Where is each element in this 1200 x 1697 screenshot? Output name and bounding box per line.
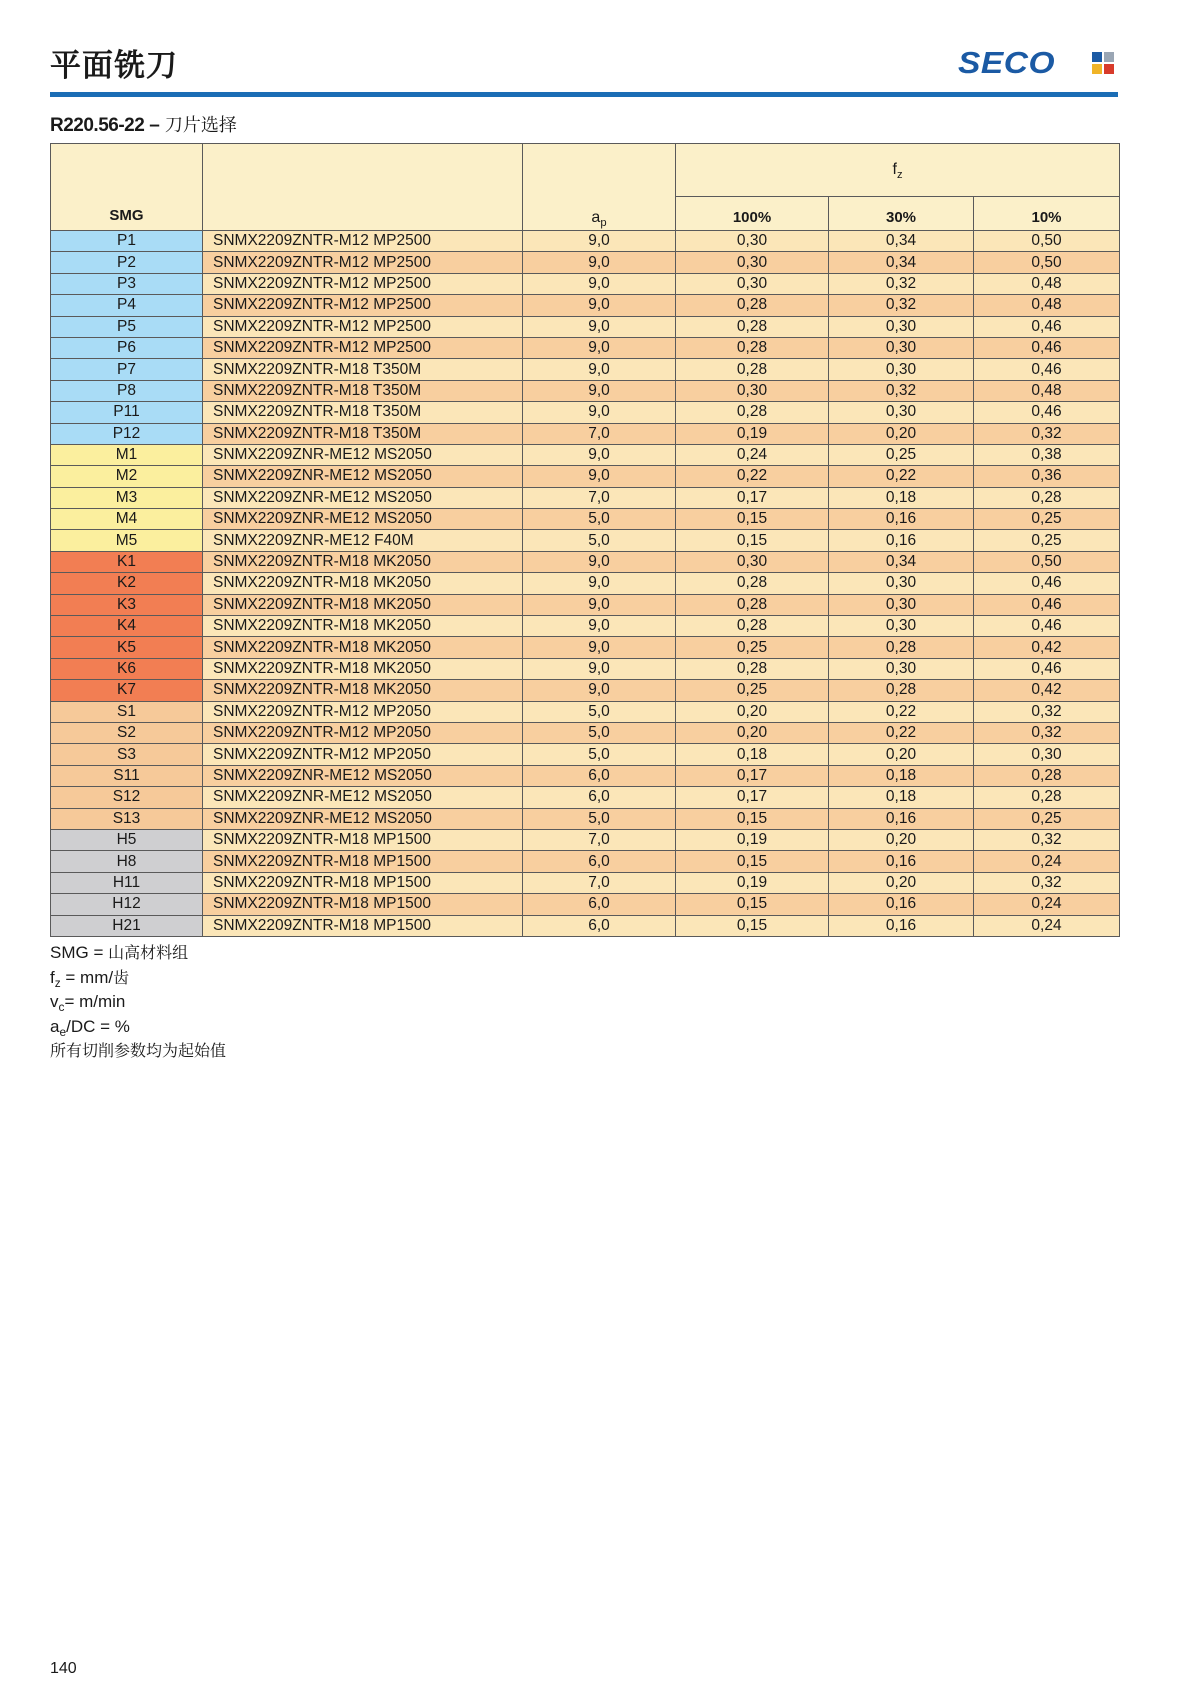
fz-100-cell: 0,20	[676, 701, 829, 722]
ap-cell: 9,0	[523, 231, 676, 252]
header-rule	[50, 92, 1118, 97]
ap-cell: 7,0	[523, 487, 676, 508]
fz-100-cell: 0,30	[676, 551, 829, 572]
fz-30-cell: 0,16	[829, 530, 974, 551]
table-row	[51, 616, 1120, 637]
column-header-ap: $a_p$	[523, 144, 676, 231]
ap-cell: 9,0	[523, 380, 676, 401]
ap-cell: 9,0	[523, 658, 676, 679]
table-row	[51, 894, 1120, 915]
smg-cell: K3	[51, 594, 203, 615]
smg-cell: P12	[51, 423, 203, 444]
insert-cell: SNMX2209ZNR-ME12 MS2050	[203, 487, 523, 508]
insert-cell: SNMX2209ZNTR-M18 MP1500	[203, 829, 523, 850]
insert-cell: SNMX2209ZNTR-M18 MK2050	[203, 551, 523, 572]
table-row	[51, 744, 1120, 765]
ap-cell: 9,0	[523, 466, 676, 487]
fz-100-cell: 0,15	[676, 851, 829, 872]
fz-10-cell: 0,46	[974, 616, 1120, 637]
fz-30-cell: 0,30	[829, 658, 974, 679]
smg-cell: S11	[51, 765, 203, 786]
fz-10-cell: 0,32	[974, 423, 1120, 444]
insert-cell: SNMX2209ZNTR-M18 MK2050	[203, 637, 523, 658]
table-row	[51, 252, 1120, 273]
fz-10-cell: 0,46	[974, 316, 1120, 337]
ap-cell: 9,0	[523, 551, 676, 572]
fz-10-cell: 0,32	[974, 701, 1120, 722]
insert-cell: SNMX2209ZNR-ME12 MS2050	[203, 765, 523, 786]
fz-10-cell: 0,32	[974, 872, 1120, 893]
smg-cell: P1	[51, 231, 203, 252]
insert-cell: SNMX2209ZNR-ME12 MS2050	[203, 444, 523, 465]
insert-cell: SNMX2209ZNTR-M12 MP2050	[203, 722, 523, 743]
legend-smg: SMG = 山高材料组	[50, 943, 189, 962]
smg-cell: H11	[51, 872, 203, 893]
ap-cell: 9,0	[523, 637, 676, 658]
fz-10-cell: 0,48	[974, 295, 1120, 316]
fz-100-cell: 0,28	[676, 573, 829, 594]
table-row	[51, 594, 1120, 615]
insert-cell: SNMX2209ZNTR-M18 MK2050	[203, 658, 523, 679]
fz-30-cell: 0,18	[829, 787, 974, 808]
ap-cell: 9,0	[523, 359, 676, 380]
fz-30-cell: 0,28	[829, 680, 974, 701]
ap-cell: 6,0	[523, 915, 676, 936]
smg-cell: K1	[51, 551, 203, 572]
fz-10-cell: 0,46	[974, 402, 1120, 423]
fz-100-cell: 0,28	[676, 337, 829, 358]
fz-10-cell: 0,30	[974, 744, 1120, 765]
fz-100-cell: 0,30	[676, 231, 829, 252]
logo-mark-icon	[1092, 52, 1114, 74]
smg-cell: M2	[51, 466, 203, 487]
table-row	[51, 722, 1120, 743]
smg-cell: H8	[51, 851, 203, 872]
smg-cell: P11	[51, 402, 203, 423]
fz-10-cell: 0,24	[974, 894, 1120, 915]
ap-cell: 9,0	[523, 337, 676, 358]
fz-100-cell: 0,30	[676, 380, 829, 401]
seco-logo	[958, 46, 1118, 80]
insert-cell: SNMX2209ZNTR-M12 MP2500	[203, 316, 523, 337]
fz-10-cell: 0,50	[974, 231, 1120, 252]
fz-100-cell: 0,19	[676, 423, 829, 444]
table-row	[51, 808, 1120, 829]
ap-cell: 5,0	[523, 744, 676, 765]
fz-100-cell: 0,28	[676, 616, 829, 637]
smg-cell: P3	[51, 273, 203, 294]
table-row	[51, 787, 1120, 808]
table-row	[51, 872, 1120, 893]
table-row	[51, 701, 1120, 722]
insert-cell: SNMX2209ZNTR-M18 T350M	[203, 380, 523, 401]
smg-cell: K2	[51, 573, 203, 594]
fz-10-cell: 0,46	[974, 359, 1120, 380]
fz-30-cell: 0,16	[829, 851, 974, 872]
ap-cell: 9,0	[523, 316, 676, 337]
table-row	[51, 915, 1120, 936]
smg-cell: S13	[51, 808, 203, 829]
ap-cell: 6,0	[523, 765, 676, 786]
smg-cell: P7	[51, 359, 203, 380]
smg-cell: K6	[51, 658, 203, 679]
smg-cell: M1	[51, 444, 203, 465]
table-row	[51, 402, 1120, 423]
table-row	[51, 509, 1120, 530]
fz-10-cell: 0,28	[974, 487, 1120, 508]
column-header-fz-100: 100%	[676, 197, 829, 231]
smg-cell: H12	[51, 894, 203, 915]
subtitle-text: 刀片选择	[164, 115, 237, 136]
fz-30-cell: 0,22	[829, 722, 974, 743]
smg-cell: K4	[51, 616, 203, 637]
fz-100-cell: 0,18	[676, 744, 829, 765]
table-row	[51, 380, 1120, 401]
fz-100-cell: 0,15	[676, 915, 829, 936]
ap-cell: 5,0	[523, 509, 676, 530]
fz-10-cell: 0,42	[974, 637, 1120, 658]
table-row	[51, 423, 1120, 444]
table-row	[51, 680, 1120, 701]
fz-10-cell: 0,50	[974, 551, 1120, 572]
fz-10-cell: 0,28	[974, 765, 1120, 786]
fz-100-cell: 0,19	[676, 872, 829, 893]
fz-30-cell: 0,22	[829, 701, 974, 722]
insert-cell: SNMX2209ZNR-ME12 MS2050	[203, 787, 523, 808]
table-row	[51, 829, 1120, 850]
fz-30-cell: 0,32	[829, 380, 974, 401]
fz-10-cell: 0,46	[974, 658, 1120, 679]
fz-30-cell: 0,20	[829, 744, 974, 765]
fz-10-cell: 0,32	[974, 829, 1120, 850]
ap-cell: 9,0	[523, 573, 676, 594]
fz-30-cell: 0,28	[829, 637, 974, 658]
fz-10-cell: 0,25	[974, 530, 1120, 551]
insert-cell: SNMX2209ZNTR-M12 MP2050	[203, 701, 523, 722]
fz-30-cell: 0,32	[829, 273, 974, 294]
fz-30-cell: 0,18	[829, 765, 974, 786]
fz-100-cell: 0,28	[676, 658, 829, 679]
fz-100-cell: 0,15	[676, 894, 829, 915]
fz-30-cell: 0,30	[829, 573, 974, 594]
ap-cell: 9,0	[523, 273, 676, 294]
table-row	[51, 359, 1120, 380]
ap-cell: 6,0	[523, 787, 676, 808]
fz-100-cell: 0,30	[676, 273, 829, 294]
fz-30-cell: 0,20	[829, 423, 974, 444]
table-row	[51, 273, 1120, 294]
fz-100-cell: 0,30	[676, 252, 829, 273]
fz-30-cell: 0,34	[829, 231, 974, 252]
fz-10-cell: 0,24	[974, 851, 1120, 872]
table-row	[51, 765, 1120, 786]
fz-100-cell: 0,25	[676, 680, 829, 701]
smg-cell: P4	[51, 295, 203, 316]
fz-100-cell: 0,17	[676, 487, 829, 508]
table-row	[51, 231, 1120, 252]
insert-cell: SNMX2209ZNTR-M18 MK2050	[203, 573, 523, 594]
smg-cell: K5	[51, 637, 203, 658]
table-body	[51, 231, 1120, 937]
smg-cell: S1	[51, 701, 203, 722]
fz-100-cell: 0,25	[676, 637, 829, 658]
fz-30-cell: 0,30	[829, 359, 974, 380]
insert-cell: SNMX2209ZNTR-M18 MP1500	[203, 851, 523, 872]
fz-100-cell: 0,24	[676, 444, 829, 465]
fz-30-cell: 0,30	[829, 337, 974, 358]
ap-cell: 9,0	[523, 444, 676, 465]
fz-10-cell: 0,46	[974, 594, 1120, 615]
fz-30-cell: 0,20	[829, 872, 974, 893]
fz-30-cell: 0,20	[829, 829, 974, 850]
fz-100-cell: 0,17	[676, 787, 829, 808]
table-row	[51, 637, 1120, 658]
fz-100-cell: 0,19	[676, 829, 829, 850]
smg-cell: M5	[51, 530, 203, 551]
ap-cell: 5,0	[523, 722, 676, 743]
table-row	[51, 487, 1120, 508]
fz-10-cell: 0,24	[974, 915, 1120, 936]
column-header-fz: $f_z$	[676, 144, 1120, 197]
table-row	[51, 316, 1120, 337]
fz-10-cell: 0,42	[974, 680, 1120, 701]
ap-cell: 9,0	[523, 402, 676, 423]
fz-30-cell: 0,16	[829, 509, 974, 530]
table-row	[51, 851, 1120, 872]
smg-cell: M4	[51, 509, 203, 530]
table-row	[51, 530, 1120, 551]
table-row	[51, 573, 1120, 594]
fz-100-cell: 0,22	[676, 466, 829, 487]
fz-30-cell: 0,32	[829, 295, 974, 316]
smg-cell: S3	[51, 744, 203, 765]
fz-10-cell: 0,25	[974, 808, 1120, 829]
insert-cell: SNMX2209ZNTR-M12 MP2500	[203, 337, 523, 358]
table-row	[51, 658, 1120, 679]
section-subtitle	[50, 111, 237, 137]
ap-cell: 5,0	[523, 701, 676, 722]
fz-10-cell: 0,25	[974, 509, 1120, 530]
fz-100-cell: 0,15	[676, 509, 829, 530]
legend	[50, 941, 226, 1064]
subtitle-dash: –	[149, 115, 160, 136]
insert-cell: SNMX2209ZNTR-M18 MP1500	[203, 894, 523, 915]
legend-note: 所有切削参数均为起始值	[50, 1041, 227, 1060]
smg-cell: H5	[51, 829, 203, 850]
ap-cell: 9,0	[523, 252, 676, 273]
fz-100-cell: 0,28	[676, 316, 829, 337]
page-number: 140	[50, 1660, 77, 1677]
fz-30-cell: 0,30	[829, 616, 974, 637]
fz-100-cell: 0,28	[676, 295, 829, 316]
page-title: 平面铣刀	[50, 48, 178, 84]
table-row	[51, 444, 1120, 465]
insert-cell: SNMX2209ZNTR-M12 MP2500	[203, 295, 523, 316]
insert-cell: SNMX2209ZNR-ME12 MS2050	[203, 466, 523, 487]
fz-30-cell: 0,16	[829, 808, 974, 829]
insert-cell: SNMX2209ZNR-ME12 F40M	[203, 530, 523, 551]
ap-cell: 9,0	[523, 680, 676, 701]
ap-cell: 7,0	[523, 423, 676, 444]
smg-cell: P8	[51, 380, 203, 401]
ap-cell: 5,0	[523, 530, 676, 551]
table-row	[51, 551, 1120, 572]
ap-cell: 9,0	[523, 594, 676, 615]
fz-30-cell: 0,30	[829, 402, 974, 423]
column-header-insert	[203, 144, 523, 231]
ap-cell: 7,0	[523, 829, 676, 850]
ap-cell: 5,0	[523, 808, 676, 829]
fz-100-cell: 0,28	[676, 359, 829, 380]
smg-cell: S12	[51, 787, 203, 808]
insert-cell: SNMX2209ZNTR-M18 MK2050	[203, 680, 523, 701]
fz-10-cell: 0,32	[974, 722, 1120, 743]
fz-30-cell: 0,22	[829, 466, 974, 487]
insert-cell: SNMX2209ZNTR-M12 MP2500	[203, 231, 523, 252]
ap-cell: 7,0	[523, 872, 676, 893]
fz-100-cell: 0,28	[676, 594, 829, 615]
column-header-fz-30: 30%	[829, 197, 974, 231]
fz-30-cell: 0,34	[829, 252, 974, 273]
column-header-smg: SMG	[51, 144, 203, 231]
legend-ae: $a_e/DC$ = %	[50, 1016, 130, 1039]
table-row	[51, 466, 1120, 487]
fz-30-cell: 0,34	[829, 551, 974, 572]
insert-cell: SNMX2209ZNTR-M18 T350M	[203, 359, 523, 380]
smg-cell: P5	[51, 316, 203, 337]
table-row	[51, 295, 1120, 316]
insert-cell: SNMX2209ZNTR-M18 T350M	[203, 402, 523, 423]
smg-cell: S2	[51, 722, 203, 743]
fz-30-cell: 0,16	[829, 915, 974, 936]
fz-10-cell: 0,48	[974, 273, 1120, 294]
smg-cell: H21	[51, 915, 203, 936]
fz-10-cell: 0,50	[974, 252, 1120, 273]
fz-10-cell: 0,48	[974, 380, 1120, 401]
ap-cell: 6,0	[523, 851, 676, 872]
insert-cell: SNMX2209ZNTR-M18 MP1500	[203, 915, 523, 936]
insert-cell: SNMX2209ZNTR-M12 MP2500	[203, 252, 523, 273]
fz-30-cell: 0,30	[829, 316, 974, 337]
table-row	[51, 337, 1120, 358]
smg-cell: P6	[51, 337, 203, 358]
smg-cell: K7	[51, 680, 203, 701]
column-header-fz-10: 10%	[974, 197, 1120, 231]
fz-100-cell: 0,15	[676, 808, 829, 829]
fz-30-cell: 0,18	[829, 487, 974, 508]
legend-fz: $f_z = mm/$齿	[50, 967, 130, 990]
insert-cell: SNMX2209ZNTR-M12 MP2050	[203, 744, 523, 765]
insert-cell: SNMX2209ZNTR-M18 MP1500	[203, 872, 523, 893]
ap-cell: 9,0	[523, 295, 676, 316]
fz-100-cell: 0,15	[676, 530, 829, 551]
insert-cell: SNMX2209ZNTR-M18 MK2050	[203, 594, 523, 615]
smg-cell: P2	[51, 252, 203, 273]
fz-10-cell: 0,46	[974, 337, 1120, 358]
fz-10-cell: 0,46	[974, 573, 1120, 594]
fz-10-cell: 0,38	[974, 444, 1120, 465]
fz-30-cell: 0,30	[829, 594, 974, 615]
insert-cell: SNMX2209ZNTR-M12 MP2500	[203, 273, 523, 294]
legend-vc: $v_c= m/\min$	[50, 992, 126, 1015]
logo-text: SECO	[958, 45, 1056, 80]
fz-30-cell: 0,25	[829, 444, 974, 465]
fz-100-cell: 0,20	[676, 722, 829, 743]
subtitle-code: R220.56-22	[50, 115, 145, 136]
fz-10-cell: 0,28	[974, 787, 1120, 808]
insert-cell: SNMX2209ZNTR-M18 T350M	[203, 423, 523, 444]
fz-10-cell: 0,36	[974, 466, 1120, 487]
insert-selection-table	[50, 143, 1120, 937]
insert-cell: SNMX2209ZNR-ME12 MS2050	[203, 509, 523, 530]
insert-cell: SNMX2209ZNR-ME12 MS2050	[203, 808, 523, 829]
fz-100-cell: 0,17	[676, 765, 829, 786]
ap-cell: 9,0	[523, 616, 676, 637]
insert-cell: SNMX2209ZNTR-M18 MK2050	[203, 616, 523, 637]
ap-cell: 6,0	[523, 894, 676, 915]
fz-30-cell: 0,16	[829, 894, 974, 915]
smg-cell: M3	[51, 487, 203, 508]
fz-100-cell: 0,28	[676, 402, 829, 423]
